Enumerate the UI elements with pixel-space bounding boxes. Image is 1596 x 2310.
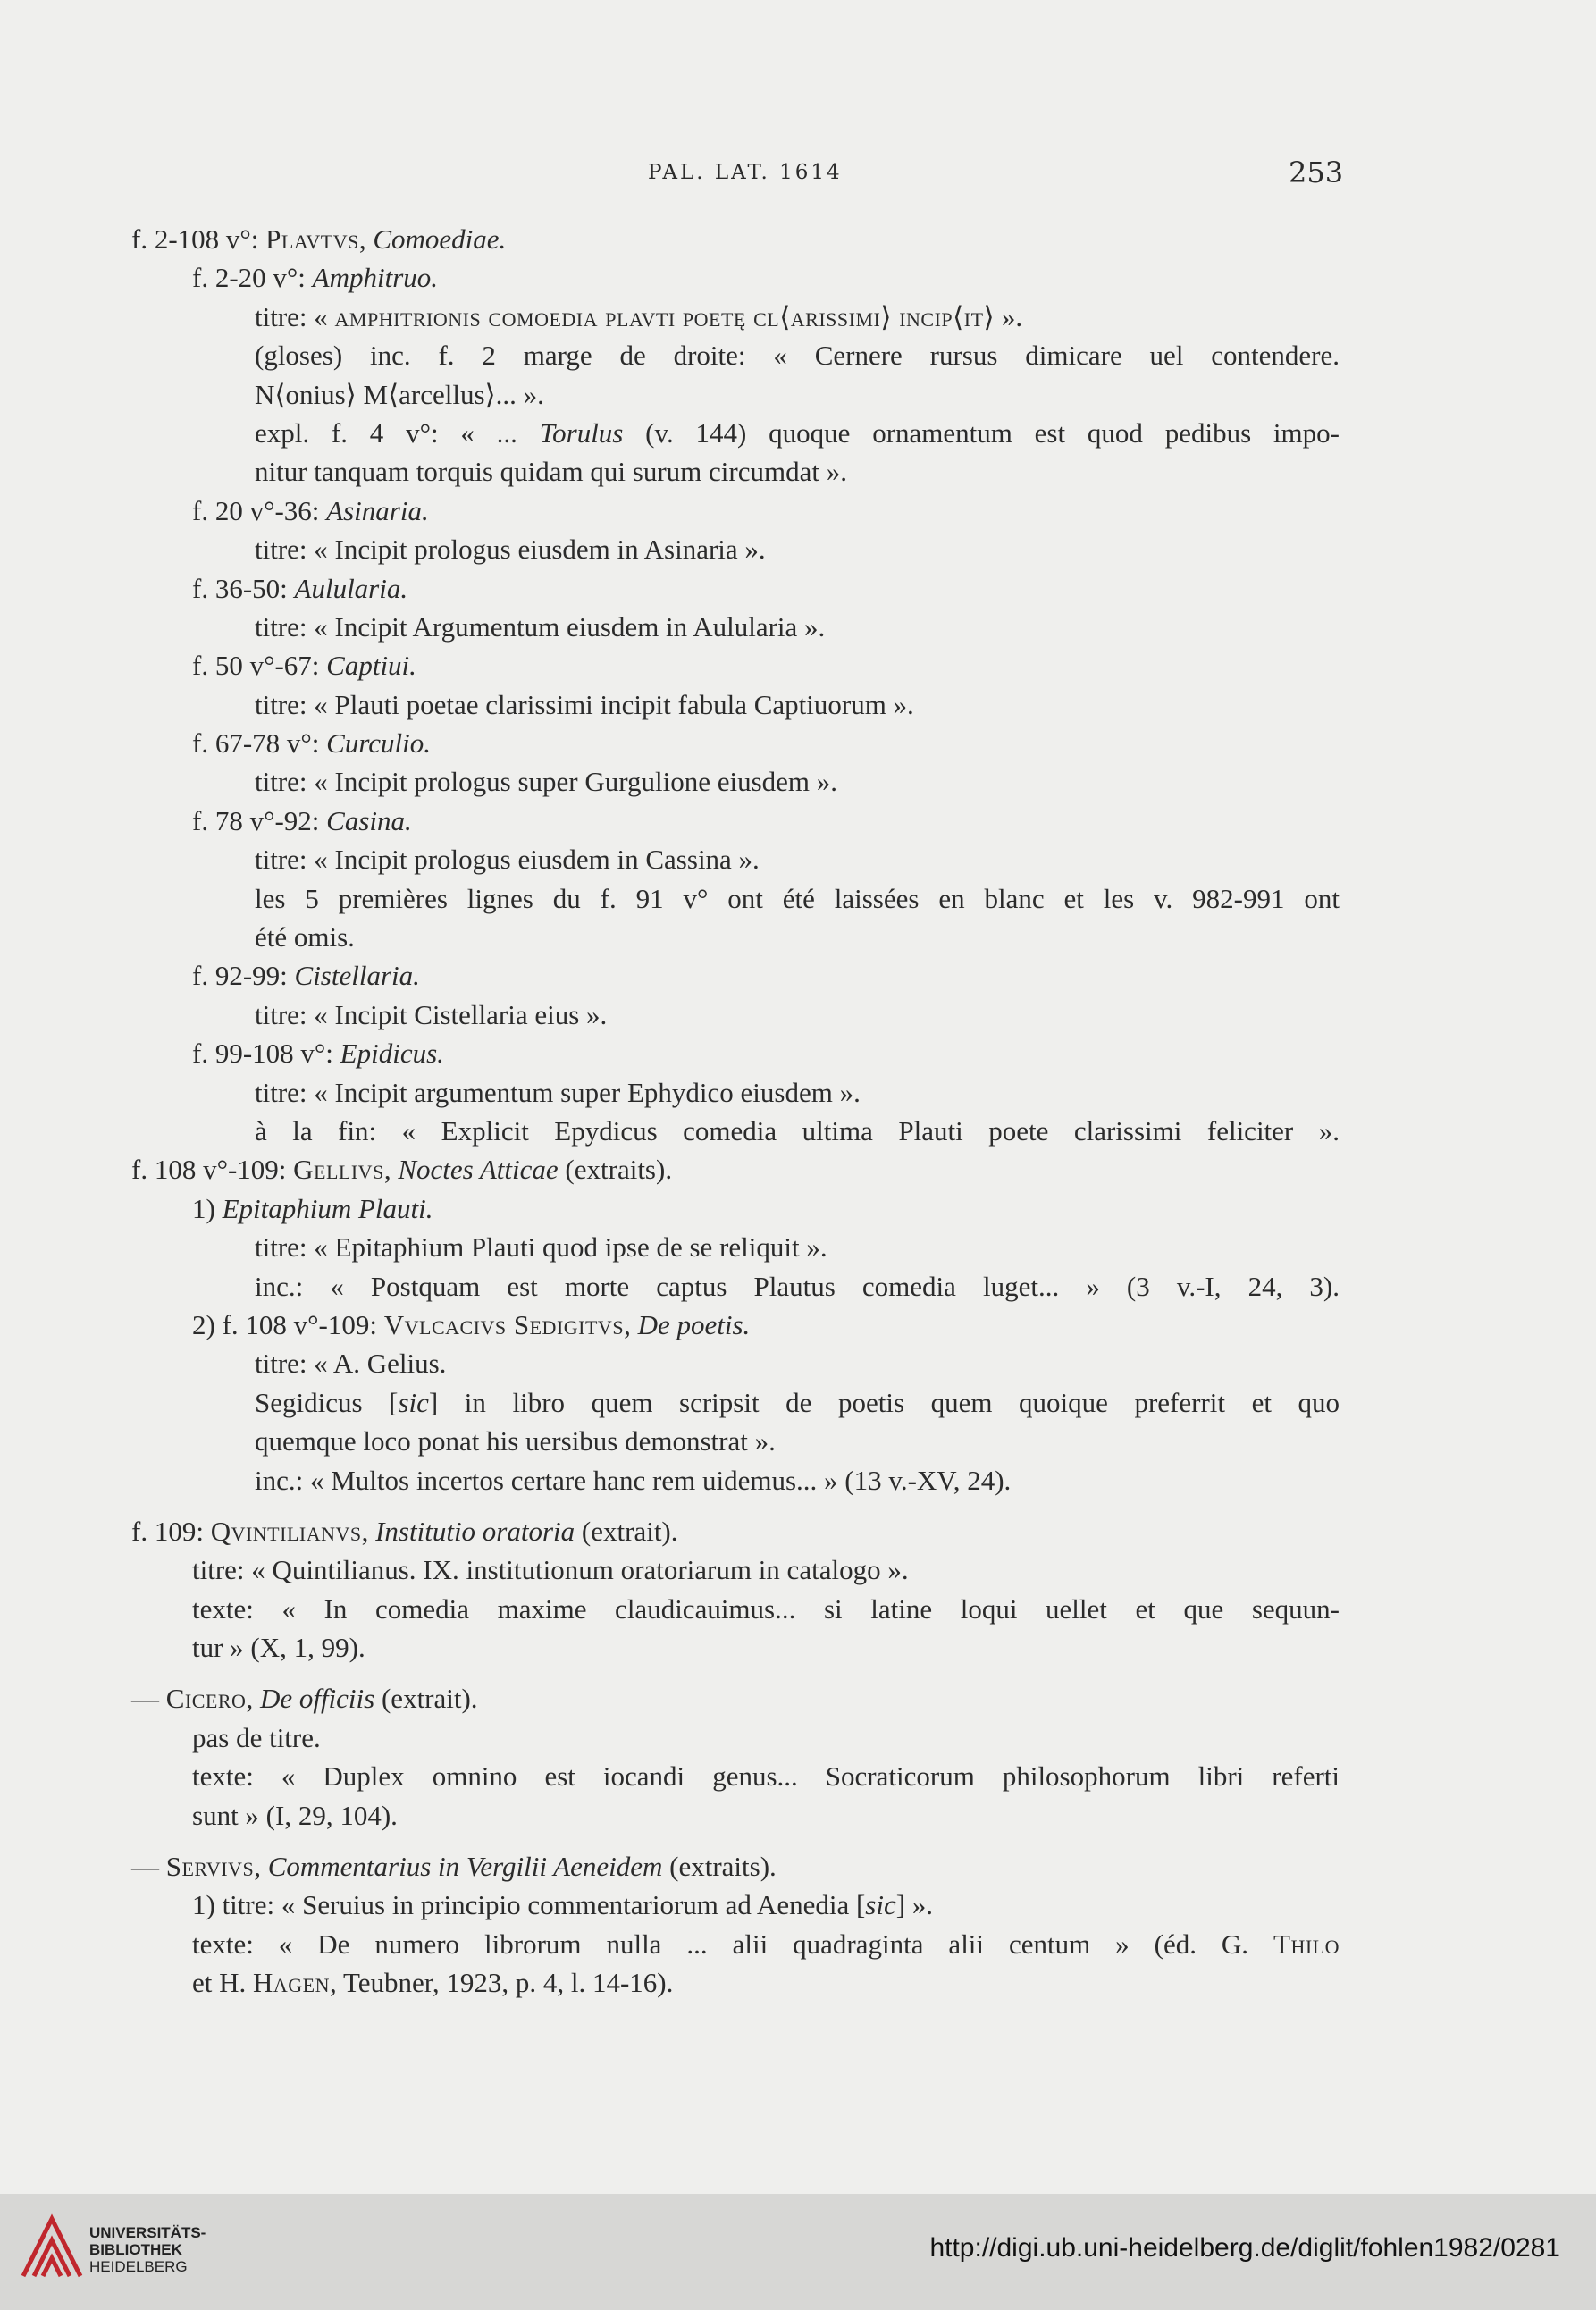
text-line: — Cicero, De officiis (extrait). xyxy=(131,1683,478,1715)
text-line: f. 2-108 v°: Plavtvs, Comoediae. xyxy=(131,223,507,255)
text-line: inc.: « Multos incertos certare hanc rem uidemus... » (13 v.-XV, 24). xyxy=(255,1464,1012,1496)
text-line: texte: « In comedia maxime claudicauimus... si latine loqui uellet et que sequun- xyxy=(192,1592,1340,1625)
text-line: texte: « De numero librorum nulla ... alii quadraginta alii centum » (éd. G. Thilo xyxy=(192,1928,1340,1960)
text-line: f. 67-78 v°: Curculio. xyxy=(192,727,431,760)
text-line: f. 2-20 v°: Amphitruo. xyxy=(192,262,439,294)
text-line: les 5 premières lignes du f. 91 v° ont été laissées en blanc et les v. 982-991 ont xyxy=(255,882,1340,914)
text-line: f. 108 v°-109: Gellivs, Noctes Atticae (extraits). xyxy=(131,1154,673,1186)
viewer-footer xyxy=(0,2194,1596,2310)
text-line: tur » (X, 1, 99). xyxy=(192,1632,365,1664)
text-line: Segidicus [sic] in libro quem scripsit de poetis quem quoique preferrit et quo xyxy=(255,1386,1340,1418)
text-line: f. 50 v°-67: Captiui. xyxy=(192,650,416,682)
spacer xyxy=(131,1499,1340,1512)
text-line: été omis. xyxy=(255,921,355,953)
text-line: texte: « Duplex omnino est iocandi genus... Socraticorum philosophorum libri referti xyxy=(192,1760,1340,1793)
page-number: 253 xyxy=(1289,155,1344,189)
page-header xyxy=(0,155,1596,197)
text-line: titre: « A. Gelius. xyxy=(255,1348,447,1380)
text-line: f. 109: Qvintilianvs, Institutio oratoria (extrait). xyxy=(131,1515,678,1547)
text-line: titre: « Incipit Cistellaria eius ». xyxy=(255,998,608,1030)
text-line: f. 20 v°-36: Asinaria. xyxy=(192,494,429,526)
text-line: — Servivs, Commentarius in Vergilii Aeneidem (extraits). xyxy=(131,1851,777,1883)
text-line: expl. f. 4 v°: « ... Torulus (v. 144) quoque ornamentum est quod pedibus impo- xyxy=(255,416,1340,449)
text-line: titre: « Incipit prologus eiusdem in Cassina ». xyxy=(255,844,760,876)
text-line: titre: « Epitaphium Plauti quod ipse de se reliquit ». xyxy=(255,1231,827,1264)
permalink-url[interactable]: http://digi.ub.uni-heidelberg.de/diglit/fohlen1982/0281 xyxy=(929,2233,1560,2263)
text-line: 2) f. 108 v°-109: Vvlcacivs Sedigitvs, De poetis. xyxy=(192,1308,751,1340)
text-line: titre: « Incipit prologus super Gurgulione eiusdem ». xyxy=(255,766,838,798)
text-line: 1) titre: « Seruius in principio commentariorum ad Aenedia [sic] ». xyxy=(192,1889,934,1921)
text-line: f. 36-50: Aulularia. xyxy=(192,572,408,604)
text-line: titre: « Incipit prologus eiusdem in Asinaria ». xyxy=(255,533,766,566)
text-line: N⟨onius⟩ M⟨arcellus⟩... ». xyxy=(255,378,544,410)
spacer xyxy=(131,1835,1340,1847)
text-line: nitur tanquam torquis quidam qui surum circumdat ». xyxy=(255,456,847,488)
text-line: titre: « amphitrionis comoedia plavti poetę cl⟨arissimi⟩ incip⟨it⟩ ». xyxy=(255,300,1023,332)
library-logo-icon xyxy=(16,2212,88,2283)
text-line: pas de titre. xyxy=(192,1721,321,1753)
spacer xyxy=(131,1667,1340,1679)
text-line: titre: « Quintilianus. IX. institutionum oratoriarum in catalogo ». xyxy=(192,1554,909,1586)
running-head: PAL. LAT. 1614 xyxy=(648,161,843,184)
text-line: (gloses) inc. f. 2 marge de droite: « Cernere rursus dimicare uel contendere. xyxy=(255,340,1340,372)
text-line: f. 99-108 v°: Epidicus. xyxy=(192,1037,444,1070)
text-line: 1) Epitaphium Plauti. xyxy=(192,1192,433,1224)
text-line: à la fin: « Explicit Epydicus comedia ultima Plauti poete clarissimi feliciter ». xyxy=(255,1114,1340,1147)
text-line: et H. Hagen, Teubner, 1923, p. 4, l. 14-16). xyxy=(192,1967,674,1999)
text-line: f. 92-99: Cistellaria. xyxy=(192,960,420,992)
text-line: titre: « Plauti poetae clarissimi incipit fabula Captiuorum ». xyxy=(255,688,914,720)
text-line: f. 78 v°-92: Casina. xyxy=(192,804,412,836)
text-line: inc.: « Postquam est morte captus Plautus comedia luget... » (3 v.-I, 24, 3). xyxy=(255,1270,1340,1302)
library-name: UNIVERSITÄTS- BIBLIOTHEK HEIDELBERG xyxy=(89,2224,206,2275)
text-line: titre: « Incipit Argumentum eiusdem in Aulularia ». xyxy=(255,610,826,643)
text-line: titre: « Incipit argumentum super Ephydico eiusdem ». xyxy=(255,1076,861,1108)
catalog-entry-text xyxy=(131,220,1340,2003)
text-line: quemque loco ponat his uersibus demonstrat ». xyxy=(255,1425,776,1457)
text-line: sunt » (I, 29, 104). xyxy=(192,1799,398,1831)
